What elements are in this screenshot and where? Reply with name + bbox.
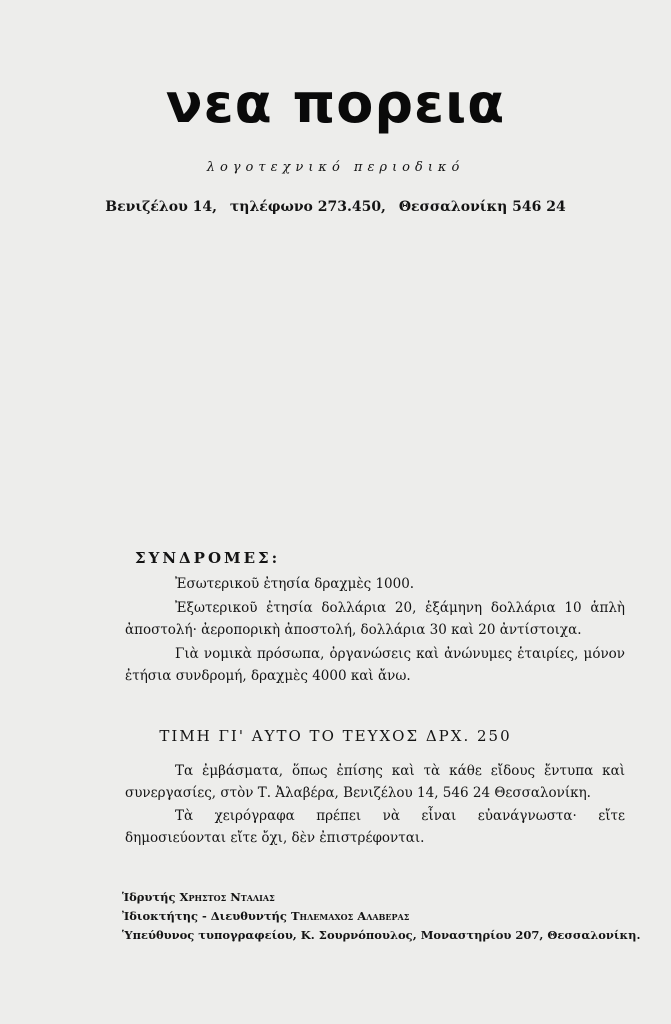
founder-name: Χρηστος Νταλιας xyxy=(179,890,275,904)
founder-line xyxy=(122,888,640,907)
manuscripts-note: Τὰ χειρόγραφα πρέπει νὰ εἶναι εὐανάγνωστα· εἴτε δημοσιεύονται εἴτε ὄχι, δὲν ἐπιστρέφονται. xyxy=(125,808,625,846)
address-line xyxy=(0,199,671,215)
magazine-subtitle: λογοτεχνικό περιοδικό xyxy=(206,160,465,175)
address-city: Θεσσαλονίκη 546 24 xyxy=(398,199,566,215)
subscriptions-heading: ΣΥΝΔΡΟΜΕΣ: xyxy=(135,549,281,567)
printer-line: Ὑπεύθυνος τυπογραφείου, Κ. Σουρνόπουλος, Μοναστηρίου 207, Θεσσαλονίκη. xyxy=(122,928,641,942)
magazine-title: νεα πορεια xyxy=(165,72,506,135)
issue-price: ΤΙΜΗ ΓΙ' ΑΥΤΟ ΤΟ ΤΕΥΧΟΣ ΔΡΧ. 250 xyxy=(159,727,512,745)
owner-line xyxy=(122,907,640,926)
founder-label: Ἱδρυτής xyxy=(122,890,176,904)
payments-note: Τα ἐμβάσματα, ὅπως ἐπίσης καὶ τὰ κάθε εἴδους ἔντυπα καὶ συνεργασίες, στὸν Τ. Ἀλαβέρα, Βενιζέλου 14, 546 24 Θεσσαλονίκη. xyxy=(125,763,625,801)
owner-name: Τηλεμαχος Αλαβερας xyxy=(290,909,410,923)
subscription-domestic: Ἐσωτερικοῦ ἐτησία δραχμὲς 1000. xyxy=(175,576,415,592)
address-phone: τηλέφωνο 273.450, xyxy=(229,199,386,215)
address-street: Βενιζέλου 14, xyxy=(105,199,218,215)
subscription-legal: Γιὰ νομικὰ πρόσωπα, ὀργανώσεις καὶ ἀνώνυμες ἑταιρίες, μόνον ἐτήσια συνδρομή, δραχμὲς 4000 καὶ ἄνω. xyxy=(125,646,625,684)
owner-label: Ἰδιοκτήτης - Διευθυντής xyxy=(122,909,287,923)
subscription-foreign: Ἐξωτερικοῦ ἐτησία δολλάρια 20, ἑξάμηνη δολλάρια 10 ἁπλὴ ἀποστολή· ἀεροπορικὴ ἀποστολή, δολλάρια 30 καὶ 20 ἀντίστοιχα. xyxy=(125,600,625,638)
credits-block xyxy=(122,888,640,945)
